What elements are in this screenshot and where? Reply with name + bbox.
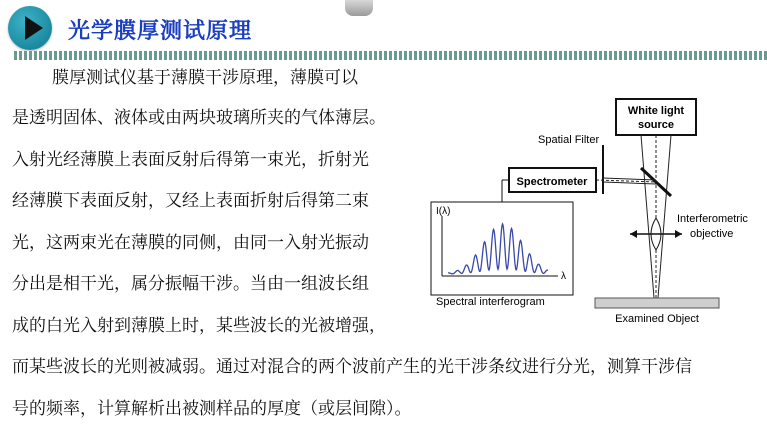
spectrometer-label: Spectrometer	[516, 176, 588, 188]
body-line-6: 分出是相干光，属分振幅干涉。当由一组波长组	[12, 274, 369, 294]
spatial-filter-label: Spatial Filter	[538, 134, 600, 146]
x-axis-label: λ	[561, 271, 566, 282]
spectral-interferogram-caption: Spectral interferogram	[436, 296, 545, 308]
body-line-7: 成的白光入射到薄膜上时，某些波长的光被增强，	[12, 316, 386, 336]
white-light-label: White light	[627, 105, 685, 117]
play-triangle-icon	[25, 16, 43, 40]
beam-line-left	[641, 135, 654, 298]
body-line-5: 光，这两束光在薄膜的同侧，由同一入射光振动	[12, 233, 369, 253]
body-line-2: 是透明固体、液体或由两块玻璃所夹的气体薄层。	[12, 108, 386, 128]
body-line-4: 经薄膜下表面反射，又经上表面折射后得第二束	[12, 191, 369, 211]
page-title: 光学膜厚测试原理	[68, 19, 253, 44]
source-label: source	[637, 119, 675, 131]
slide-header	[0, 0, 767, 60]
beam-line-right	[658, 135, 671, 298]
body-line-9: 号的频率，计算解析出被测样品的厚度（或层间隙）。	[12, 399, 412, 419]
y-axis-label: I(λ)	[436, 206, 451, 217]
beam-to-spectrometer-lower	[603, 182, 656, 184]
body-line-8: 而某些波长的光则被减弱。通过对混合的两个波前产生的光干涉条纹进行分光，测算干涉信	[12, 357, 692, 377]
examined-object-label: Examined Object	[615, 313, 699, 325]
decorative-device-image	[345, 0, 373, 16]
objective-label: objective	[690, 228, 734, 240]
objective-arrow-right-head	[675, 230, 682, 238]
header-divider-stripe	[14, 51, 767, 60]
examined-object-slab	[595, 298, 719, 308]
objective-arrow-left-head	[630, 230, 637, 238]
body-line-3: 入射光经薄膜上表面反射后得第一束光，折射光	[12, 150, 369, 170]
interferometric-label: Interferometric	[677, 213, 748, 225]
beam-to-spectrometer-upper	[603, 178, 656, 180]
interferometer-diagram	[420, 90, 767, 335]
play-icon	[8, 6, 52, 50]
body-line-1: 膜厚测试仪基于薄膜干涉原理，薄膜可以	[52, 68, 358, 88]
interferogram-panel	[431, 202, 573, 295]
